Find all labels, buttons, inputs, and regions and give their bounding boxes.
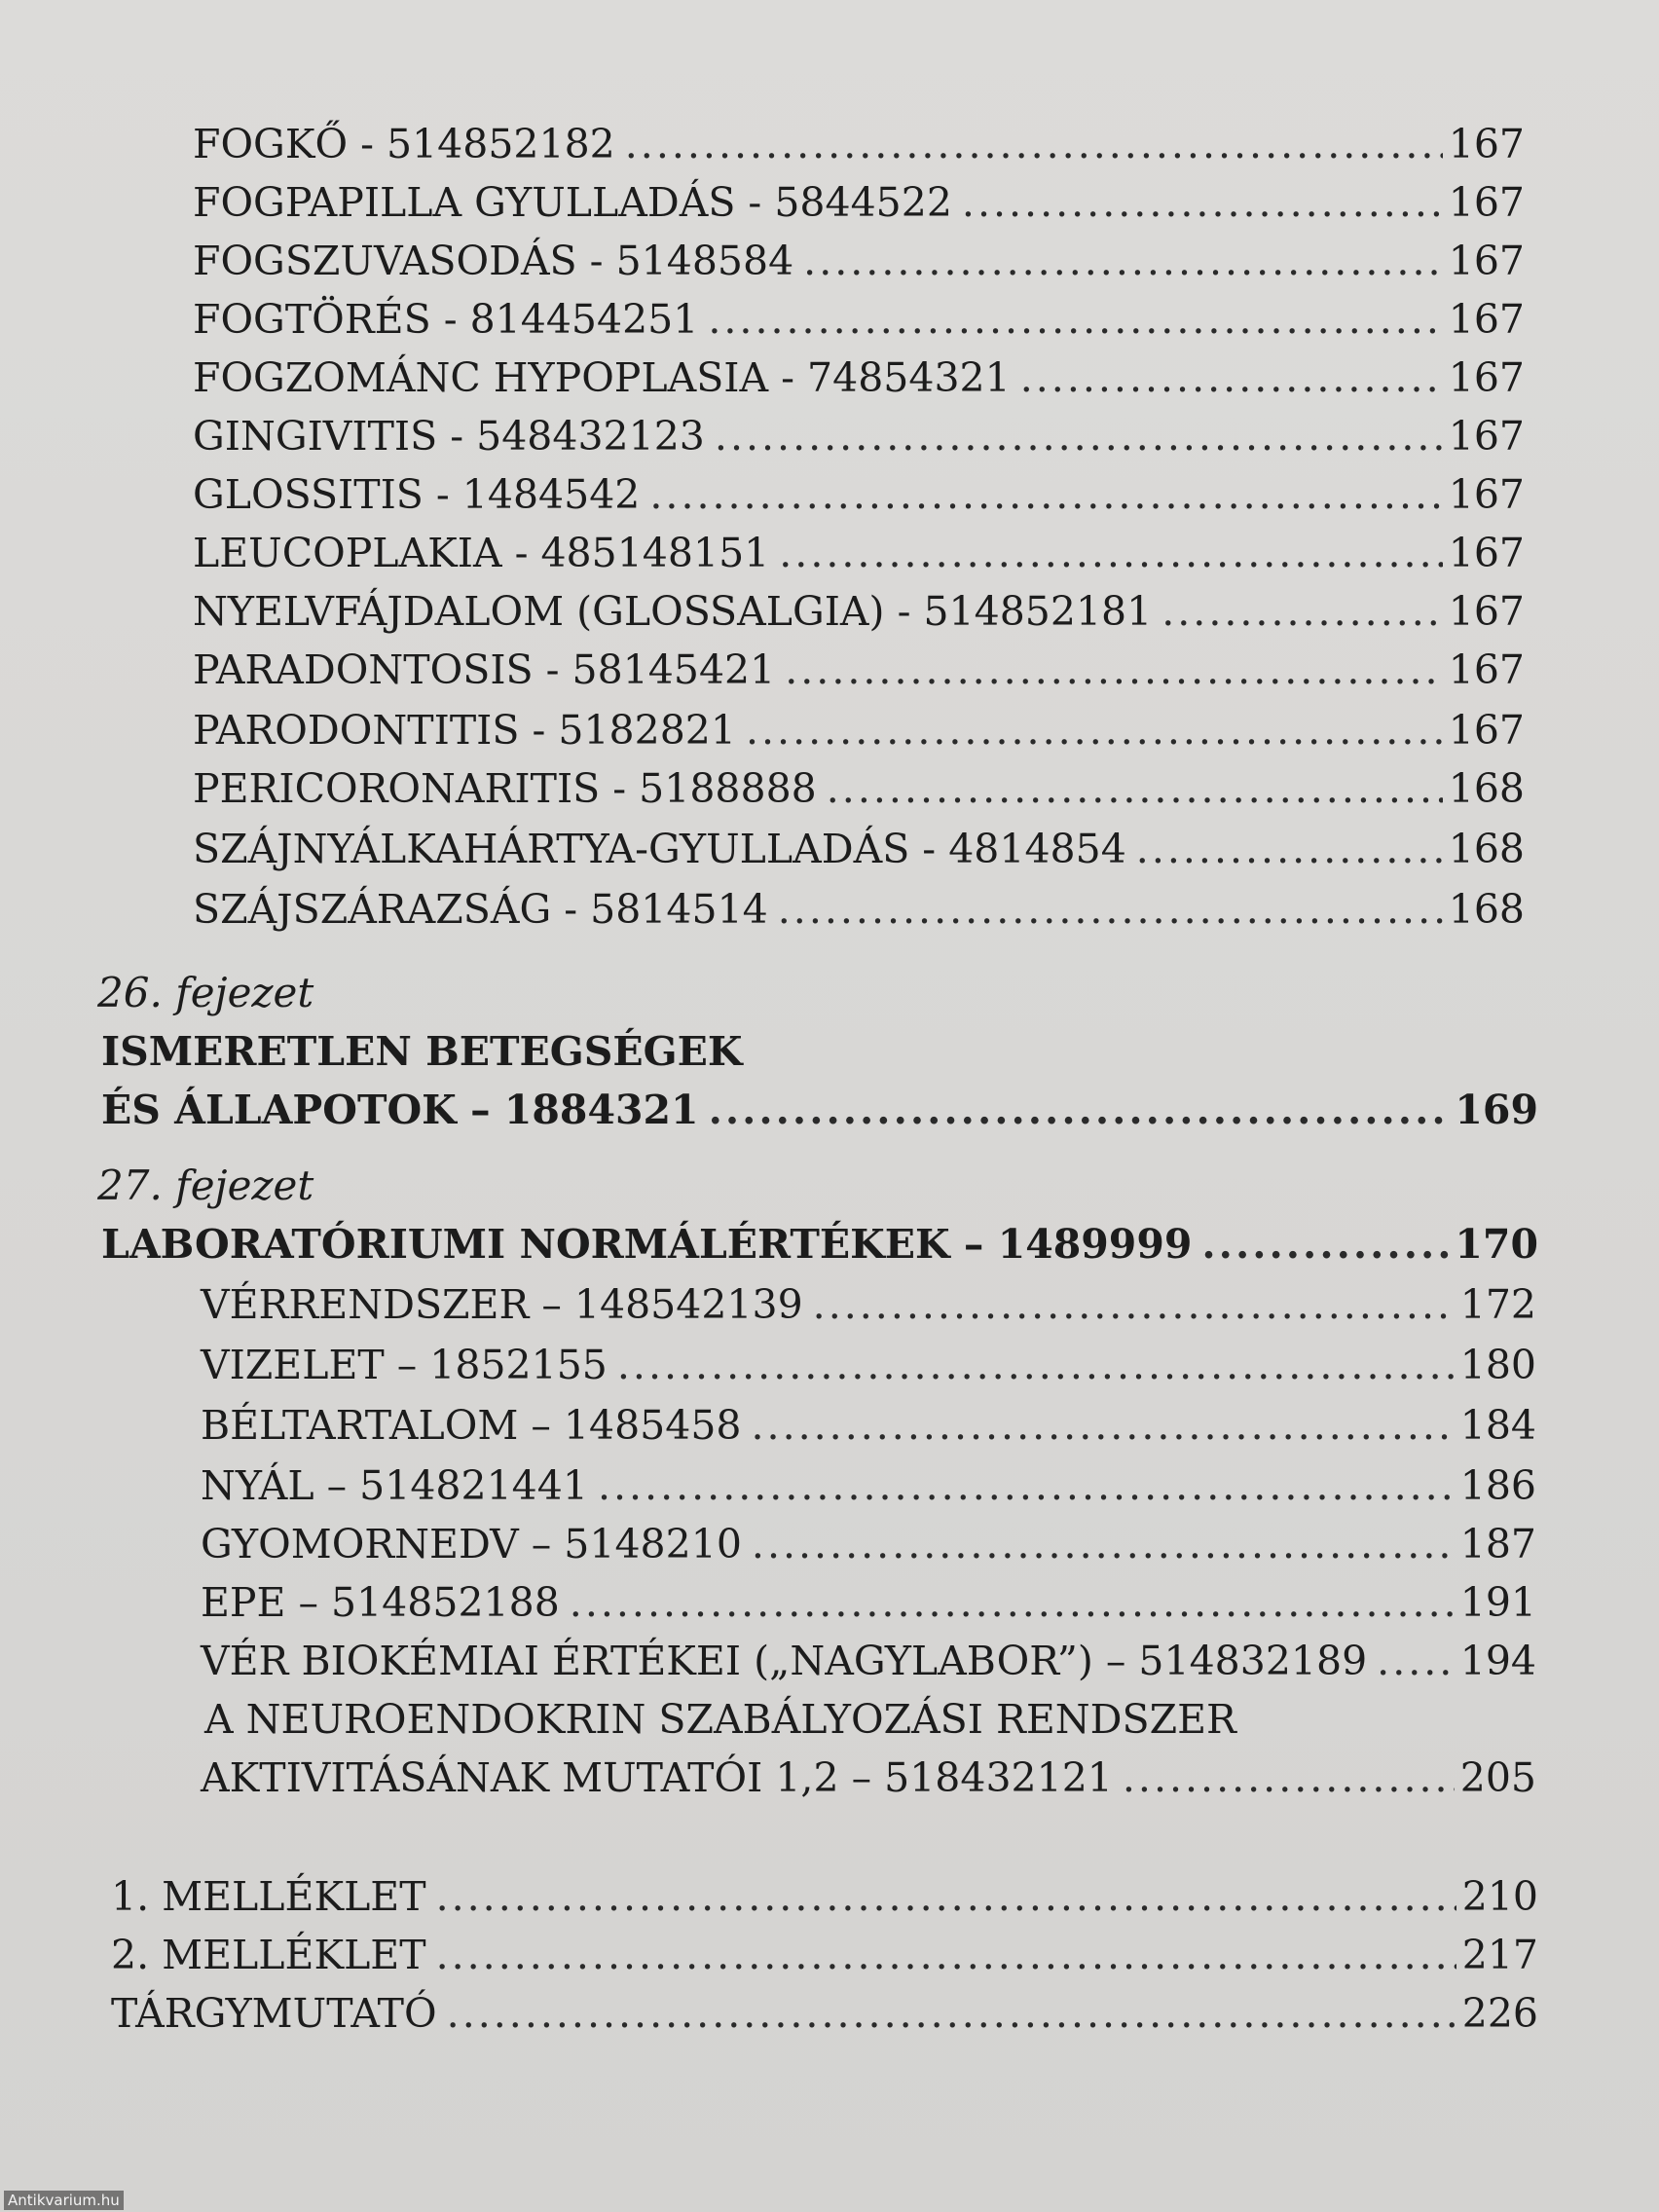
chapter-26-entry[interactable] <box>101 1081 1538 1139</box>
dot-leader <box>436 1867 1456 1926</box>
entry-label: FOGPAPILLA GYULLADÁS - 5844522 <box>193 179 952 226</box>
entry-label: FOGTÖRÉS - 814454251 <box>193 296 699 343</box>
toc-entry[interactable] <box>193 582 1525 641</box>
dot-leader <box>1136 820 1443 878</box>
toc-entry[interactable] <box>201 1275 1536 1334</box>
toc-entry[interactable] <box>193 290 1525 349</box>
entry-label: VÉR BIOKÉMIAI ÉRTÉKEI („NAGYLABOR”) – 514832189 <box>201 1638 1368 1684</box>
entry-page: 167 <box>1448 296 1525 343</box>
entry-label: EPE – 514852188 <box>201 1579 560 1626</box>
dot-leader <box>708 290 1442 349</box>
entry-label: SZÁJSZÁRAZSÁG - 5814514 <box>193 886 768 933</box>
dot-leader <box>625 115 1443 173</box>
dot-leader <box>813 1275 1455 1334</box>
appendix-label: 1. MELLÉKLET <box>111 1873 426 1920</box>
chapter-26-label: 26. fejezet <box>97 969 314 1016</box>
toc-entry[interactable] <box>193 465 1525 524</box>
entry-label: SZÁJNYÁLKAHÁRTYA-GYULLADÁS - 4814854 <box>193 826 1126 872</box>
toc-entry[interactable] <box>201 1396 1536 1455</box>
dot-leader <box>570 1573 1455 1632</box>
toc-entry[interactable] <box>201 1456 1536 1515</box>
toc-entry[interactable] <box>193 701 1525 759</box>
entry-page: 167 <box>1448 530 1525 576</box>
chapter-27-label: 27. fejezet <box>97 1161 314 1209</box>
dot-leader <box>1377 1632 1455 1690</box>
chapter-26-title-line2: ÉS ÁLLAPOTOK – 1884321 <box>101 1087 699 1133</box>
appendix-page: 217 <box>1461 1932 1538 1978</box>
entry-page: 168 <box>1448 886 1525 933</box>
entry-label: BÉLTARTALOM – 1485458 <box>201 1402 742 1449</box>
toc-entry[interactable] <box>193 232 1525 290</box>
dot-leader <box>785 641 1443 699</box>
entry-label: PARODONTITIS - 5182821 <box>193 707 736 754</box>
dot-leader <box>803 232 1443 290</box>
index-label: TÁRGYMUTATÓ <box>111 1990 437 2037</box>
toc-entry[interactable] <box>193 524 1525 582</box>
entry-page: 167 <box>1448 707 1525 754</box>
entry-page: 167 <box>1448 179 1525 226</box>
dot-leader <box>778 880 1443 939</box>
entry-page: 168 <box>1448 826 1525 872</box>
dot-leader <box>649 465 1442 524</box>
index-entry[interactable] <box>111 1984 1538 2043</box>
toc-entry[interactable] <box>193 349 1525 407</box>
appendix-entry[interactable] <box>111 1867 1538 1926</box>
entry-label: GLOSSITIS - 1484542 <box>193 471 641 518</box>
appendix-page: 210 <box>1461 1873 1538 1920</box>
entry-page: 167 <box>1448 354 1525 401</box>
toc-entry[interactable] <box>201 1632 1536 1690</box>
dot-leader <box>1123 1749 1455 1807</box>
neuro-entry[interactable] <box>201 1749 1536 1807</box>
entry-page: 172 <box>1459 1281 1536 1328</box>
entry-page: 167 <box>1448 646 1525 693</box>
chapter-27-page: 170 <box>1455 1221 1538 1268</box>
entry-label: FOGKŐ - 514852182 <box>193 121 615 167</box>
entry-label: NYELVFÁJDALOM (GLOSSALGIA) - 514852181 <box>193 588 1153 635</box>
toc-entry[interactable] <box>193 820 1525 878</box>
entry-page: 167 <box>1448 471 1525 518</box>
appendix-entry[interactable] <box>111 1926 1538 1984</box>
entry-label: PERICORONARITIS - 5188888 <box>193 765 817 812</box>
entry-label: NYÁL – 514821441 <box>201 1462 588 1509</box>
toc-entry[interactable] <box>201 1573 1536 1632</box>
dot-leader <box>715 407 1443 465</box>
site-watermark: Antikvarium.hu <box>4 2191 124 2210</box>
dot-leader <box>1161 582 1443 641</box>
neuro-entry-line2: AKTIVITÁSÁNAK MUTATÓI 1,2 – 518432121 <box>201 1754 1113 1801</box>
toc-entry[interactable] <box>193 115 1525 173</box>
chapter-27-title: LABORATÓRIUMI NORMÁLÉRTÉKEK – 1489999 <box>101 1221 1193 1268</box>
entry-page: 167 <box>1448 121 1525 167</box>
toc-entry[interactable] <box>201 1336 1536 1394</box>
chapter-26-title-line1[interactable]: ISMERETLEN BETEGSÉGEK <box>101 1028 743 1075</box>
index-page: 226 <box>1461 1990 1538 2037</box>
entry-page: 194 <box>1459 1638 1536 1684</box>
entry-label: LEUCOPLAKIA - 485148151 <box>193 530 770 576</box>
toc-entry[interactable] <box>193 641 1525 699</box>
chapter-26-page: 169 <box>1455 1087 1538 1133</box>
toc-entry[interactable] <box>201 1515 1536 1573</box>
dot-leader <box>1201 1215 1449 1273</box>
toc-entry[interactable] <box>193 173 1525 232</box>
neuro-page: 205 <box>1459 1754 1536 1801</box>
dot-leader <box>617 1336 1455 1394</box>
entry-page: 167 <box>1448 588 1525 635</box>
dot-leader <box>447 1984 1456 2043</box>
dot-leader <box>752 1396 1455 1455</box>
dot-leader <box>827 759 1443 818</box>
toc-entry[interactable] <box>193 759 1525 818</box>
dot-leader <box>779 524 1442 582</box>
entry-page: 167 <box>1448 413 1525 460</box>
dot-leader <box>962 173 1443 232</box>
entry-label: VIZELET – 1852155 <box>201 1342 608 1388</box>
entry-label: VÉRRENDSZER – 148542139 <box>201 1281 803 1328</box>
entry-label: GYOMORNEDV – 5148210 <box>201 1521 742 1567</box>
dot-leader <box>746 701 1443 759</box>
appendix-label: 2. MELLÉKLET <box>111 1932 426 1978</box>
dot-leader <box>436 1926 1456 1984</box>
dot-leader <box>709 1081 1450 1139</box>
dot-leader <box>598 1456 1455 1515</box>
entry-label: FOGZOMÁNC HYPOPLASIA - 74854321 <box>193 354 1011 401</box>
entry-label: FOGSZUVASODÁS - 5148584 <box>193 238 794 284</box>
toc-entry[interactable] <box>193 407 1525 465</box>
entry-page: 191 <box>1459 1579 1536 1626</box>
entry-page: 186 <box>1459 1462 1536 1509</box>
entry-page: 167 <box>1448 238 1525 284</box>
entry-label: GINGIVITIS - 548432123 <box>193 413 705 460</box>
toc-entry[interactable] <box>193 880 1525 939</box>
neuro-entry-line1[interactable]: A NEUROENDOKRIN SZABÁLYOZÁSI RENDSZER <box>204 1696 1236 1743</box>
entry-label: PARADONTOSIS - 58145421 <box>193 646 776 693</box>
dot-leader <box>1020 349 1443 407</box>
entry-page: 180 <box>1459 1342 1536 1388</box>
entry-page: 184 <box>1459 1402 1536 1449</box>
chapter-27-entry[interactable] <box>101 1215 1538 1273</box>
entry-page: 187 <box>1459 1521 1536 1567</box>
entry-page: 168 <box>1448 765 1525 812</box>
dot-leader <box>752 1515 1455 1573</box>
